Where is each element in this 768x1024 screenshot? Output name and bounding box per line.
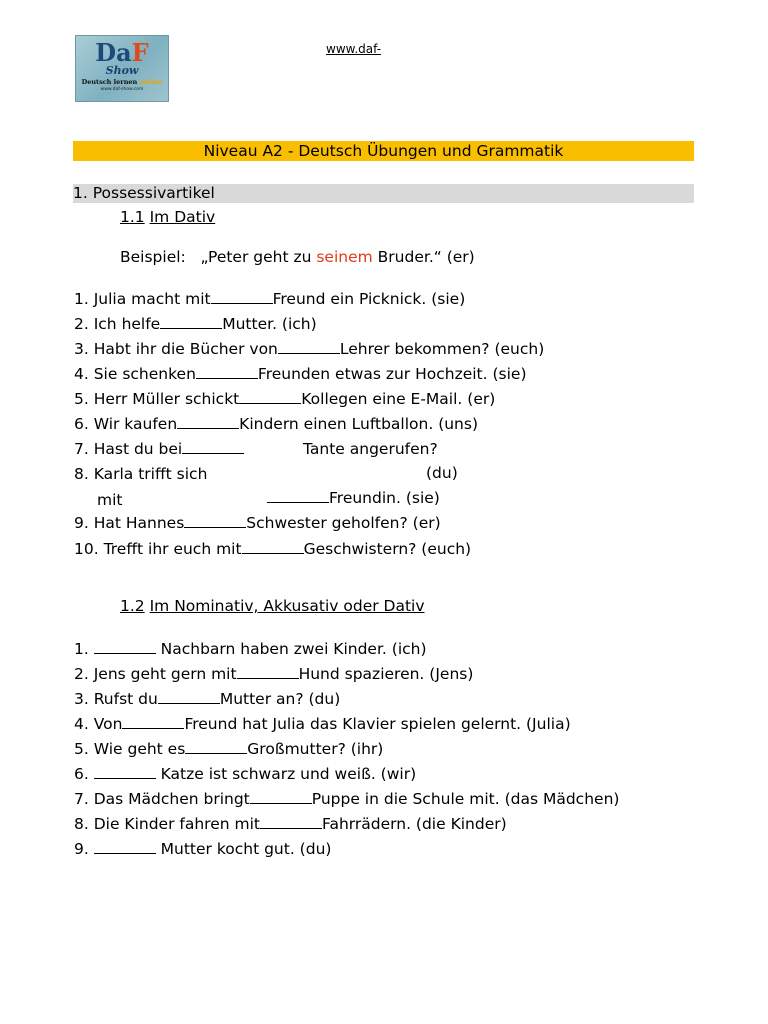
exercise-item: 7. Hast du bei <box>74 440 244 458</box>
item-text-before: Trefft ihr euch mit <box>103 540 242 558</box>
item-text-before: Das Mädchen bringt <box>93 790 250 808</box>
item-number: 3. <box>74 690 94 708</box>
item-text-after: Schwester geholfen? (er) <box>246 514 441 532</box>
item-number: 7. <box>74 790 94 808</box>
exercise-item <box>74 640 427 658</box>
daf-show-logo <box>75 35 169 102</box>
item-number: 8. <box>74 815 94 833</box>
item-number: 2. <box>74 665 94 683</box>
exercise-item <box>74 840 331 858</box>
item-number: 2. <box>74 315 94 333</box>
logo-subtitle: Show <box>105 64 139 77</box>
exercise-item <box>74 715 571 733</box>
exercise-item <box>74 790 619 808</box>
item-text-before: Sie schenken <box>93 365 196 383</box>
item-text-before: Jens geht gern mit <box>93 665 237 683</box>
item-number: 9. <box>74 840 94 858</box>
item-text-after: Freund ein Picknick. (sie) <box>272 290 466 308</box>
exercise-item-text: Tante angerufen? <box>303 440 438 458</box>
exercise-item <box>74 390 495 408</box>
item-number: 1. <box>74 640 94 658</box>
answer-blank[interactable] <box>160 318 222 329</box>
example-sentence: Beispiel: „Peter geht zu seinem Bruder.“ (er) <box>120 248 475 266</box>
exercise-item <box>74 365 527 383</box>
exercise-item <box>74 665 473 683</box>
item-text-before: Rufst du <box>93 690 158 708</box>
item-number: 4. <box>74 715 94 733</box>
answer-blank[interactable] <box>158 693 220 704</box>
answer-blank[interactable] <box>211 293 273 304</box>
answer-blank[interactable] <box>196 368 258 379</box>
exercise-item <box>74 815 507 833</box>
item-text-after: Kindern einen Luftballon. (uns) <box>239 415 479 433</box>
item-number: 6. <box>74 765 94 783</box>
item-text-after: Kollegen eine E-Mail. (er) <box>301 390 496 408</box>
answer-blank[interactable] <box>177 418 239 429</box>
item-text-after: Großmutter? (ihr) <box>247 740 384 758</box>
item-text-after: Freunden etwas zur Hochzeit. (sie) <box>257 365 527 383</box>
item-text-before: Wir kaufen <box>93 415 178 433</box>
exercise-item <box>74 740 383 758</box>
item-text-before: Die Kinder fahren mit <box>93 815 260 833</box>
answer-blank[interactable] <box>237 668 299 679</box>
exercise-item <box>74 340 544 358</box>
item-number: 3. <box>74 340 94 358</box>
item-text-before: Julia macht mit <box>93 290 211 308</box>
answer-blank[interactable] <box>260 818 322 829</box>
item-text-before: Ich helfe <box>93 315 161 333</box>
exercise-item-text: mit <box>97 491 123 509</box>
item-text-after: Puppe in die Schule mit. (das Mädchen) <box>311 790 620 808</box>
exercise-item <box>74 514 441 532</box>
item-text-after: Katze ist schwarz und weiß. (wir) <box>155 765 417 783</box>
item-text-after: Freund hat Julia das Klavier spielen gelernt. (Julia) <box>184 715 571 733</box>
exercise-item <box>74 690 340 708</box>
item-number: 5. <box>74 740 94 758</box>
item-text-after: Mutter an? (du) <box>219 690 341 708</box>
item-text-before: Wie geht es <box>93 740 186 758</box>
answer-blank[interactable] <box>94 768 156 779</box>
item-number: 9. <box>74 514 94 532</box>
exercise-item <box>74 540 471 558</box>
item-text-before: Herr Müller schickt <box>93 390 240 408</box>
item-number: 4. <box>74 365 94 383</box>
logo-tagline: Deutsch lernen online <box>81 78 163 86</box>
item-text-after: Mutter kocht gut. (du) <box>155 840 332 858</box>
section-title-possessivartikel: 1. Possessivartikel <box>73 184 694 203</box>
answer-blank[interactable] <box>250 793 312 804</box>
item-number: 6. <box>74 415 94 433</box>
item-text-after: Fahrrädern. (die Kinder) <box>321 815 507 833</box>
answer-blank[interactable] <box>278 343 340 354</box>
logo-url: www.daf-show.com <box>100 87 144 92</box>
answer-blank[interactable] <box>239 393 301 404</box>
subsection-title-mixed: 1.2 Im Nominativ, Akkusativ oder Dativ <box>120 597 425 615</box>
example-highlight: seinem <box>316 248 373 266</box>
exercise-hint: (du) <box>426 464 458 482</box>
answer-blank[interactable] <box>94 843 156 854</box>
item-text-before: Habt ihr die Bücher von <box>93 340 278 358</box>
answer-blank[interactable] <box>122 718 184 729</box>
item-text-before: Hat Hannes <box>93 514 185 532</box>
item-number: 1. <box>74 290 94 308</box>
item-number: 5. <box>74 390 94 408</box>
subsection-title-dativ: 1.1 Im Dativ <box>120 208 216 226</box>
exercise-item <box>74 315 317 333</box>
answer-blank[interactable] <box>185 743 247 754</box>
item-text-after: Nachbarn haben zwei Kinder. (ich) <box>155 640 427 658</box>
header-url-link[interactable]: www.daf- <box>326 42 382 56</box>
answer-blank[interactable] <box>182 443 244 454</box>
answer-blank[interactable] <box>94 643 156 654</box>
level-banner: Niveau A2 - Deutsch Übungen und Grammatik <box>73 141 694 161</box>
item-text-after: Hund spazieren. (Jens) <box>298 665 474 683</box>
answer-blank[interactable] <box>242 543 304 554</box>
answer-blank[interactable] <box>267 492 329 503</box>
item-text-before: Von <box>93 715 123 733</box>
answer-blank[interactable] <box>184 517 246 528</box>
exercise-item-text: Freundin. (sie) <box>267 489 440 507</box>
item-number: 10. <box>74 540 104 558</box>
exercise-item <box>74 290 465 308</box>
item-text-after: Mutter. (ich) <box>222 315 317 333</box>
exercise-item: 8. Karla trifft sich <box>74 465 208 483</box>
exercise-item <box>74 415 478 433</box>
exercise-item <box>74 765 416 783</box>
item-text-after: Lehrer bekommen? (euch) <box>339 340 545 358</box>
logo-wordmark: DaF <box>95 38 149 67</box>
item-text-after: Geschwistern? (euch) <box>303 540 472 558</box>
